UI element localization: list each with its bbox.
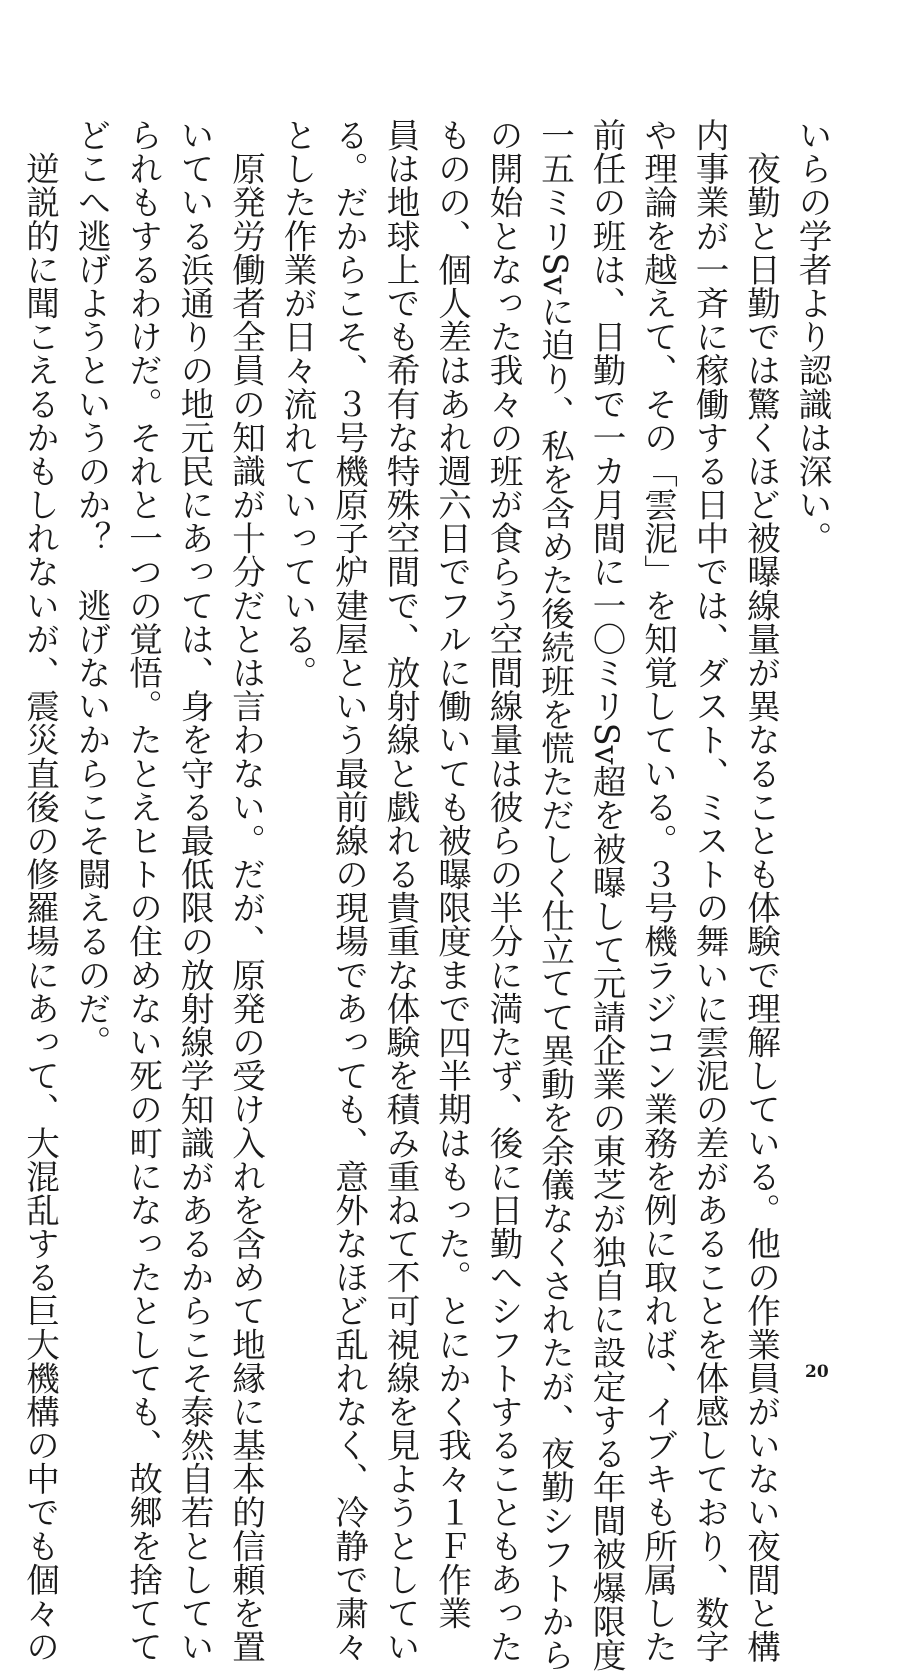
text-line: る。だからこそ、３号機原子炉建屋という最前線の現場であっても、意外なほど乱れなく、冷静で粛々 (329, 118, 369, 1664)
page-number: 20 (805, 1362, 829, 1382)
text-line: とした作業が日々流れていっている。 (278, 118, 317, 690)
text-line: どこへ逃げようというのか？ 逃げないからこそ闘えるのだ。 (72, 118, 111, 1059)
text-line: 一五ミリSvに迫り、私を含めた後続班を慌ただしく仕立てて異動を余儀なくされたが、夜勤シフトから (535, 118, 575, 1672)
text-line: 内事業が一斉に稼働する日中では、ダスト、ミストの舞いに雲泥の差があることを体感しており、数字 (690, 118, 729, 1664)
text-line: 夜勤と日勤では驚くほど被曝線量が異なることも体験で理解している。他の作業員がいない夜間と構 (741, 118, 781, 1664)
text-line: 員は地球上でも希有な特殊空間で、放射線と戯れる貴重な体験を積み重ねて不可視線を見ようとしてい (381, 118, 420, 1664)
text-line: 前任の班は、日勤で一カ月間に一〇ミリSv超を被曝して元請企業の東芝が独自に設定する年間被爆限度 (587, 118, 626, 1672)
text-line: 逆説的に聞こえるかもしれないが、震災直後の修羅場にあって、大混乱する巨大機構の中でも個々の (20, 118, 60, 1664)
text-line: いている浜通りの地元民にあっては、身を守る最低限の放射線学知識があるからこそ泰然自若としてい (175, 118, 214, 1664)
text-line: られもするわけだ。それと一つの覚悟。たとえヒトの住めない死の町になったとしても、故郷を捨てて (123, 118, 163, 1664)
text-line: 原発労働者全員の知識が十分だとは言わない。だが、原発の受け入れを含めて地縁に基本的信頼を置 (226, 118, 266, 1664)
text-line: の開始となった我々の班が食らう空間線量は彼らの半分に満たず、後に日勤へシフトすることもあった (484, 118, 523, 1664)
text-line: や理論を越えて、その「雲泥」を知覚している。３号機ラジコン業務を例に取れば、イブキも所属した (638, 118, 678, 1664)
text-line: ものの、個人差はあれ週六日でフルに働いても被曝限度まで四半期はもった。とにかく我々１Ｆ作業 (432, 118, 472, 1630)
text-line: いらの学者より認識は深い。 (793, 118, 832, 555)
